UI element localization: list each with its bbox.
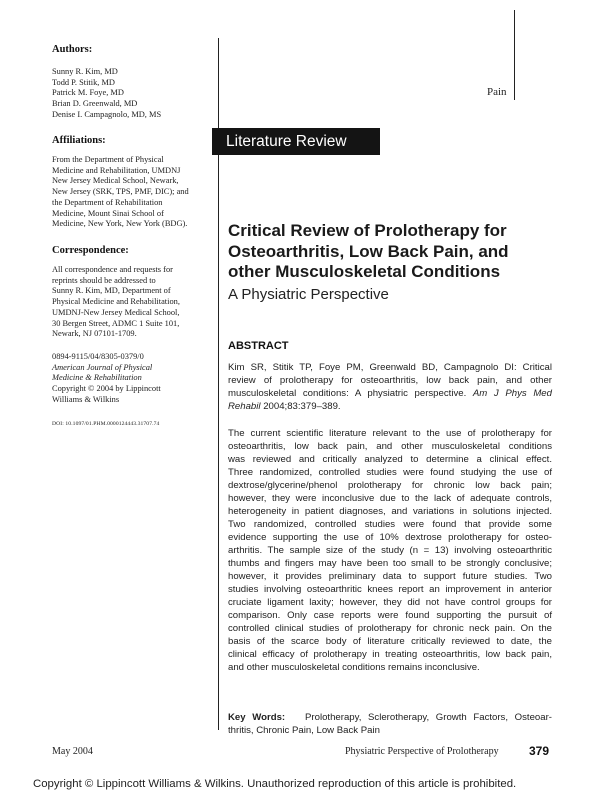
journal-name: American Journal of Physical <box>52 362 153 372</box>
key-words-text: Prolotherapy, Sclerotherapy, Growth Factors, Osteoar- <box>305 712 552 723</box>
header-rule-line <box>514 10 515 100</box>
abstract-line: clinical efficacy of prolotherapy in treating osteoarthritis, low back pain, <box>228 649 552 660</box>
abstract-line: dextrose/glycerine/phenol prolotherapy for chronic low back pain; <box>228 480 552 491</box>
abstract-line: osteoarthritis, low back pain, and other musculoskeletal conditions <box>228 441 552 452</box>
citation-text: musculoskeletal conditions: A physiatric perspective. <box>228 388 467 399</box>
author-name: Todd P. Stitik, MD <box>52 77 115 87</box>
author-name: Patrick M. Foye, MD <box>52 88 124 98</box>
publication-info <box>52 352 161 406</box>
affiliation-line: the Department of Rehabilitation <box>52 197 163 207</box>
footer-date: May 2004 <box>52 746 93 757</box>
affiliation-line: Medicine and Rehabilitation, UMDNJ <box>52 165 181 175</box>
citation-journal: Rehabil <box>228 401 261 412</box>
doi: DOI: 10.1097/01.PHM.0000124443.31707.74 <box>52 421 160 427</box>
title-line: other Musculoskeletal Conditions <box>228 262 501 281</box>
abstract-line: evidence supporting the use of 10% dextrose prolotherapy for osteo- <box>228 532 552 543</box>
section-label: Pain <box>487 86 507 98</box>
title-line: Osteoarthritis, Low Back Pain, and <box>228 241 509 261</box>
abstract-line: controlled clinical studies of prolotherapy for chronic neck pain. On the <box>228 623 552 634</box>
authors-heading: Authors: <box>52 44 93 55</box>
abstract-line: studies involving osteoarthritic knees report an improvement in anterior <box>228 584 552 595</box>
correspondence-line: Sunny R. Kim, MD, Department of <box>52 286 171 296</box>
correspondence-line: reprints should be addressed to <box>52 275 156 285</box>
abstract-line: cruciate ligament laxity; however, they did not have control groups for <box>228 597 552 608</box>
affiliation-line: New Jersey Medical School, Newark, <box>52 176 179 186</box>
citation-journal: Am J Phys Med <box>472 388 552 399</box>
author-name: Denise I. Campagnolo, MD, MS <box>52 109 162 119</box>
correspondence-line: UMDNJ-New Jersey Medical School, <box>52 307 180 317</box>
abstract-line: arthritis. The sample size of the study (n = 13) involving osteoarthritic <box>228 545 552 556</box>
abstract-line: however, they were inconclusive due to the lack of adequate controls, <box>228 493 552 504</box>
author-name: Sunny R. Kim, MD <box>52 67 118 76</box>
page-number: 379 <box>529 744 550 758</box>
publication-copyright: Williams & Wilkins <box>52 394 120 404</box>
abstract-line: heterogeneity in patient diagnoses, and variations in solutions injected. <box>228 506 552 517</box>
literature-review-banner: Literature Review <box>212 128 380 155</box>
citation-line <box>228 400 552 413</box>
correspondence-heading: Correspondence: <box>52 245 129 256</box>
affiliations-heading: Affiliations: <box>52 135 106 146</box>
citation-line: Kim SR, Stitik TP, Foye PM, Greenwald BD, Campagnolo DI: Critical <box>228 362 552 373</box>
citation-text: 2004;83:379–389. <box>260 401 341 412</box>
abstract-line: comparison. Only case reports were found supporting the pursuit of <box>228 610 552 621</box>
title-line: Critical Review of Prolotherapy for <box>228 221 507 240</box>
affiliations-text <box>52 155 189 230</box>
key-words <box>228 711 552 737</box>
correspondence-text <box>52 265 180 340</box>
abstract-heading: ABSTRACT <box>228 340 289 352</box>
correspondence-line: All correspondence and requests for <box>52 265 173 274</box>
article-title <box>228 221 509 283</box>
citation-line: review of prolotherapy for osteoarthritis, low back pain, and other <box>228 375 552 386</box>
footer-running-title: Physiatric Perspective of Prolotherapy <box>345 746 499 757</box>
abstract-line: thumbs and fingers may have been too small to be strongly conclusive; <box>228 558 552 569</box>
key-words-line: thritis, Chronic Pain, Low Back Pain <box>228 725 380 736</box>
abstract-body <box>228 427 552 674</box>
correspondence-line: 30 Bergen Street, ADMC 1 Suite 101, <box>52 318 180 328</box>
journal-name: Medicine & Rehabilitation <box>52 373 142 383</box>
abstract-line: The current scientific literature relevant to the use of prolotherapy for <box>228 428 552 439</box>
key-words-label: Key Words: <box>228 712 286 723</box>
abstract-line: was reviewed and critically analyzed to determine a clinical effect. <box>228 454 552 465</box>
abstract-line: Two randomized, controlled studies were found that provide some <box>228 519 552 530</box>
affiliation-line: New Jersey (SRK, TPS, PMF, DIC); and <box>52 187 189 197</box>
key-words-line <box>228 711 552 724</box>
article-subtitle: A Physiatric Perspective <box>228 286 389 303</box>
issn: 0894-9115/04/8305-0379/0 <box>52 352 144 361</box>
abstract-citation <box>228 361 552 413</box>
abstract-line: Three randomized, controlled studies were found studying the use of <box>228 467 552 478</box>
publication-copyright: Copyright © 2004 by Lippincott <box>52 384 161 394</box>
author-name: Brian D. Greenwald, MD <box>52 99 138 109</box>
abstract-line: however, it provides preliminary data to support future studies. Two <box>228 571 552 582</box>
correspondence-line: Newark, NJ 07101-1709. <box>52 329 137 339</box>
abstract-line: and other musculoskeletal conditions remains inconclusive. <box>228 662 480 673</box>
affiliation-line: Medicine, New York, New York (BDG). <box>52 219 188 229</box>
abstract-line: basis of the scarce body of literature critically reviewed to date, the <box>228 636 552 647</box>
citation-line <box>228 387 552 400</box>
affiliation-line: From the Department of Physical <box>52 155 164 164</box>
affiliation-line: Medicine, Mount Sinai School of <box>52 208 164 218</box>
copyright-notice: Copyright © Lippincott Williams & Wilkins. Unauthorized reproduction of this article is prohibited. <box>33 778 517 790</box>
authors-list <box>52 67 161 121</box>
correspondence-line: Physical Medicine and Rehabilitation, <box>52 297 180 307</box>
